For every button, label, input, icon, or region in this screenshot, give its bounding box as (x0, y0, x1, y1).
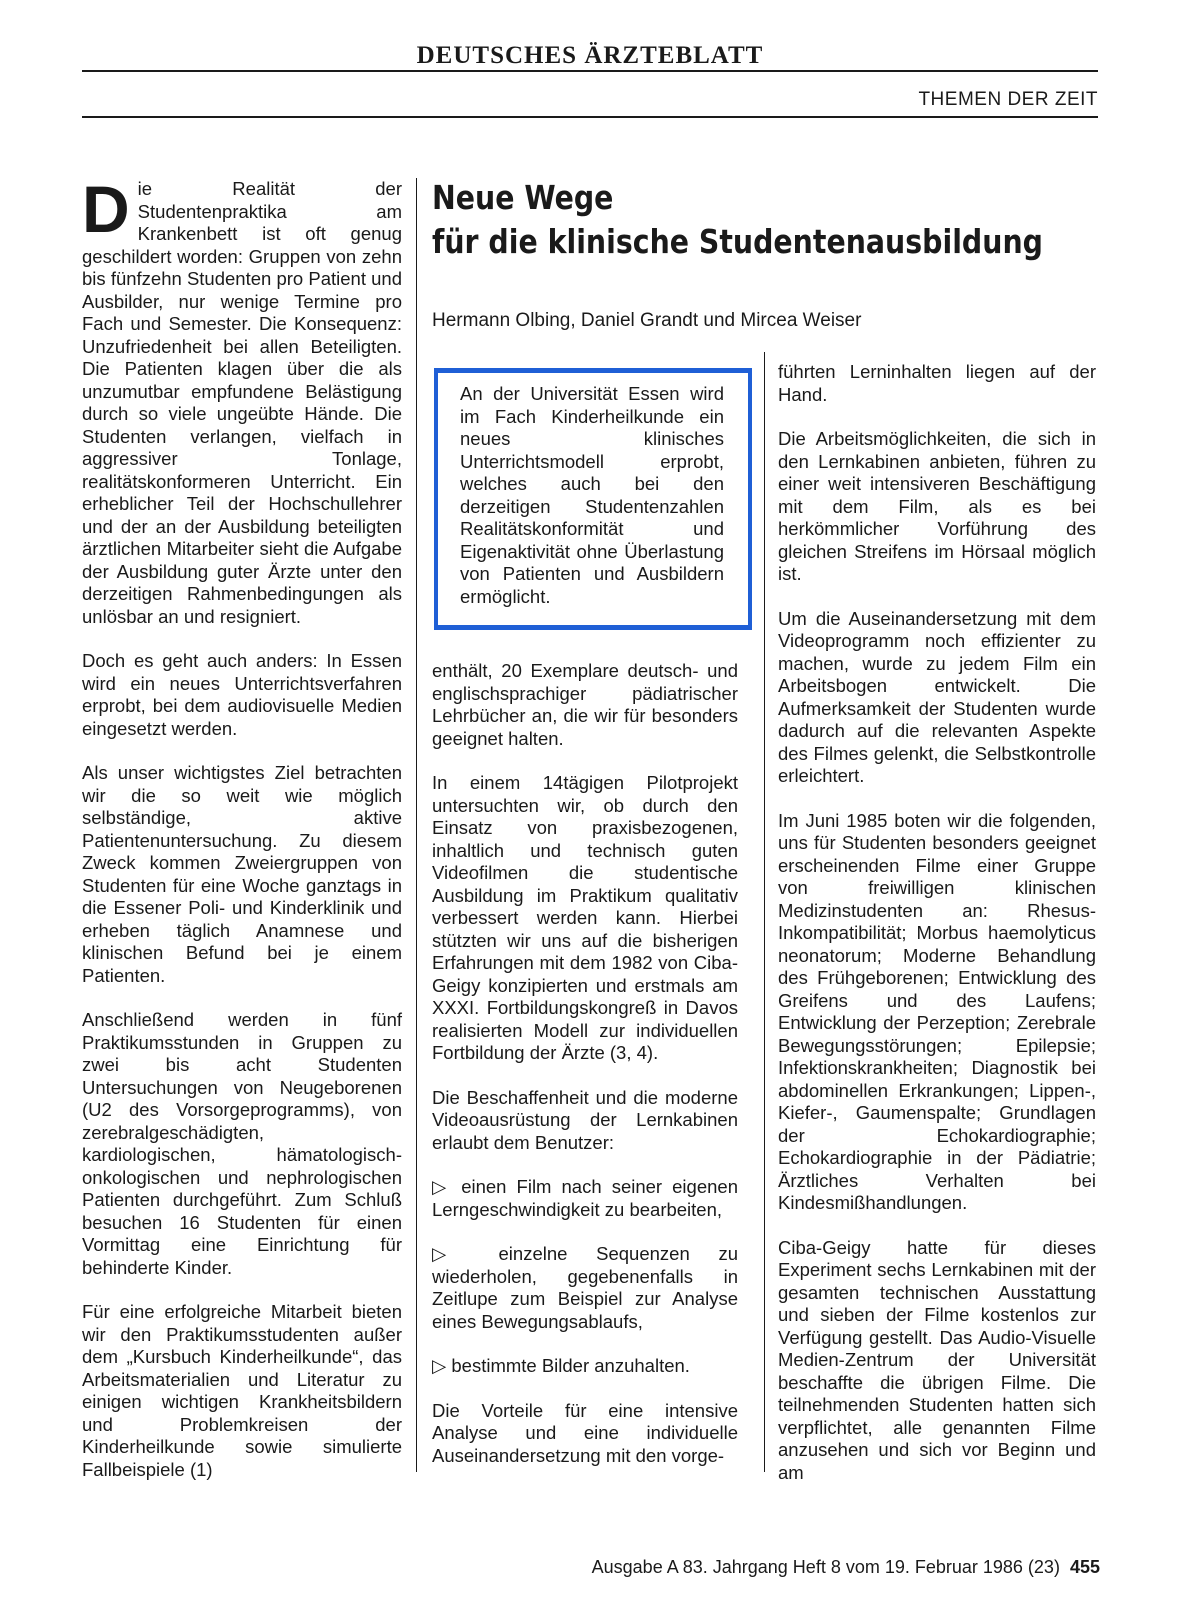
column-3 (778, 361, 1096, 1506)
header-rule-top (82, 70, 1098, 72)
paragraph-intro (82, 172, 402, 628)
page-footer (592, 1556, 1100, 1578)
paragraph: enthält, 20 Exemplare deutsch- und englischsprachiger pädiatrischer Lehrbücher an, die wir für besonders geeignet halten. (432, 660, 738, 749)
paragraph: Als unser wichtigstes Ziel betrachten wir die so weit wie möglich selbständige, aktive Patientenuntersuchung. Zu diesem Zweck kommen Zweiergruppen von Studenten für eine Woche ganztags in die Essener Poli- und Kinderklinik und erheben täglich Anamnese und klinischen Befund bei je einem Patienten. (82, 762, 402, 986)
paragraph: Um die Auseinandersetzung mit dem Videoprogramm noch effizienter zu machen, wurde zu jedem Film ein Arbeitsbogen entwickelt. Die Aufmerksamkeit der Studenten wurde dadurch auf die relevanten Aspekte des Filmes gelenkt, die Selbstkontrolle erleichtert. (778, 607, 1096, 786)
article-authors: Hermann Olbing, Daniel Grandt und Mircea Weiser (432, 310, 862, 331)
page-number: 455 (1069, 1557, 1100, 1577)
list-item: ▷ einzelne Sequenzen zu wiederholen, gegebenenfalls in Zeitlupe zum Beispiel zur Analyse eines Bewegungsablaufs, (432, 1243, 738, 1332)
paragraph: Die Beschaffenheit und die moderne Videoausrüstung der Lernkabinen erlaubt dem Benutzer: (432, 1086, 738, 1153)
column-1 (82, 172, 402, 1503)
drop-cap: D (82, 172, 130, 246)
paragraph: In einem 14tägigen Pilotprojekt untersuchten wir, ob durch den Einsatz von praxisbezogenen, inhaltlich und technisch guten Videofilmen die studentische Ausbildung im Praktikum qualitativ verbessert werden kann. Hierbei stützten wir uns auf die bisherigen Erfahrungen mit dem 1982 von Ciba-Geigy konzipierten und erstmals am XXXI. Fortbildungskongreß in Davos realisierten Modell zur individuellen Fortbildung der Ärzte (3, 4). (432, 772, 738, 1063)
list-item: ▷ bestimmte Bilder anzuhalten. (432, 1355, 690, 1376)
intro-text: ie Realität der Studentenpraktika am Krankenbett ist oft genug geschildert worden: Gruppen von zehn bis fünfzehn Studenten pro Patient und Ausbilder, nur wenige Termine pro Fach und Semester. Die Konsequenz: Unzufriedenheit bei allen Beteiligten. Die Patienten klagen über die als unzumutbar empfundene Belästigung durch so viele ungeübte Hände. Die Studenten verlangen, vielfach in aggressiver Tonlage, realitätskonformeren Unterricht. Ein erheblicher Teil der Hochschullehrer und der an der Ausbildung beteiligten ärztlichen Mitarbeiter sieht die Aufgabe der Ausbildung guter Ärzte unter den derzeitigen Rahmenbedingungen als unlösbar an und resigniert. (82, 178, 402, 627)
section-label: THEMEN DER ZEIT (918, 89, 1098, 110)
title-line-2: für die klinische Studentenausbildung (432, 222, 1043, 261)
masthead: DEUTSCHES ÄRZTEBLATT (416, 42, 764, 69)
abstract-box (434, 368, 752, 630)
header-rule-bottom (82, 116, 1098, 118)
paragraph: Für eine erfolgreiche Mitarbeit bieten wir den Praktikumsstudenten außer dem „Kursbuch Kinderheilkunde“, das Arbeitsmaterialien und Literatur zu einigen wichtigen Krankheitsbildern und Problemkreisen der Kinderheilkunde sowie simulierte Fallbeispiele (1) (82, 1301, 402, 1480)
column-divider (764, 352, 765, 1472)
paragraph: Die Vorteile für eine intensive Analyse und eine individuelle Auseinandersetzung mit den vorge- (432, 1399, 738, 1466)
paragraph: Die Arbeitsmöglichkeiten, die sich in den Lernkabinen anbieten, führen zu einer weit intensiveren Beschäftigung mit dem Film, als es bei herkömmlicher Vorführung des gleichen Streifens im Hörsaal möglich ist. (778, 428, 1096, 584)
paragraph: Im Juni 1985 boten wir die folgenden, uns für Studenten besonders geeignet erscheinenden Filme einer Gruppe von freiwilligen klinischen Medizinstudenten an: Rhesus-Inkompatibilität; Morbus haemolyticus neonatorum; Moderne Behandlung des Frühgeborenen; Entwicklung des Greifens und des Laufens; Entwicklung der Perzeption; Zerebrale Bewegungsstörungen; Epilepsie; Infektionskrankheiten; Diagnostik bei abdominellen Erkrankungen; Lippen-, Kiefer-, Gaumenspalte; Grundlagen der Echokardiographie; Echokardiographie in der Pädiatrie; Ärztliches Verhalten bei Kindesmißhandlungen. (778, 809, 1096, 1213)
list-item: ▷ einen Film nach seiner eigenen Lerngeschwindigkeit zu bearbeiten, (432, 1176, 738, 1220)
paragraph: führten Lerninhalten liegen auf der Hand. (778, 361, 1096, 405)
column-divider (416, 178, 417, 1472)
title-line-1: Neue Wege (432, 178, 614, 217)
article-title (432, 176, 1043, 264)
paragraph: Ciba-Geigy hatte für dieses Experiment sechs Lernkabinen mit der gesamten technischen Ausstattung und sieben der Filme kostenlos zur Verfügung gestellt. Das Audio-Visuelle Medien-Zentrum der Universität beschaffte die übrigen Filme. Die teilnehmenden Studenten hatten sich verpflichtet, alle genannten Filme anzusehen und sich vor Beginn und am (778, 1236, 1096, 1483)
paragraph: Anschließend werden in fünf Praktikumsstunden in Gruppen zu zwei bis acht Studenten Untersuchungen von Neugeborenen (U2 des Vorsorgeprogramms), von zerebralgeschädigten, kardiologischen, hämatologisch-onkologischen und nephrologischen Patienten durchgeführt. Zum Schluß besuchen 16 Studenten für einen Vormittag eine Einrichtung für behinderte Kinder. (82, 1009, 402, 1278)
column-2 (432, 660, 738, 1489)
issue-info: Ausgabe A 83. Jahrgang Heft 8 vom 19. Februar 1986 (23) (591, 1557, 1060, 1577)
paragraph: Doch es geht auch anders: In Essen wird ein neues Unterrichtsverfahren erprobt, bei dem audiovisuelle Medien eingesetzt werden. (82, 650, 402, 739)
abstract-text: An der Universität Essen wird im Fach Kinderheilkunde ein neues klinisches Unterrichtsmodell erprobt, welches auch bei den derzeitigen Studentenzahlen Realitätskonformität und Eigenaktivität ohne Überlastung von Patienten und Ausbildern ermöglicht. (460, 383, 724, 607)
